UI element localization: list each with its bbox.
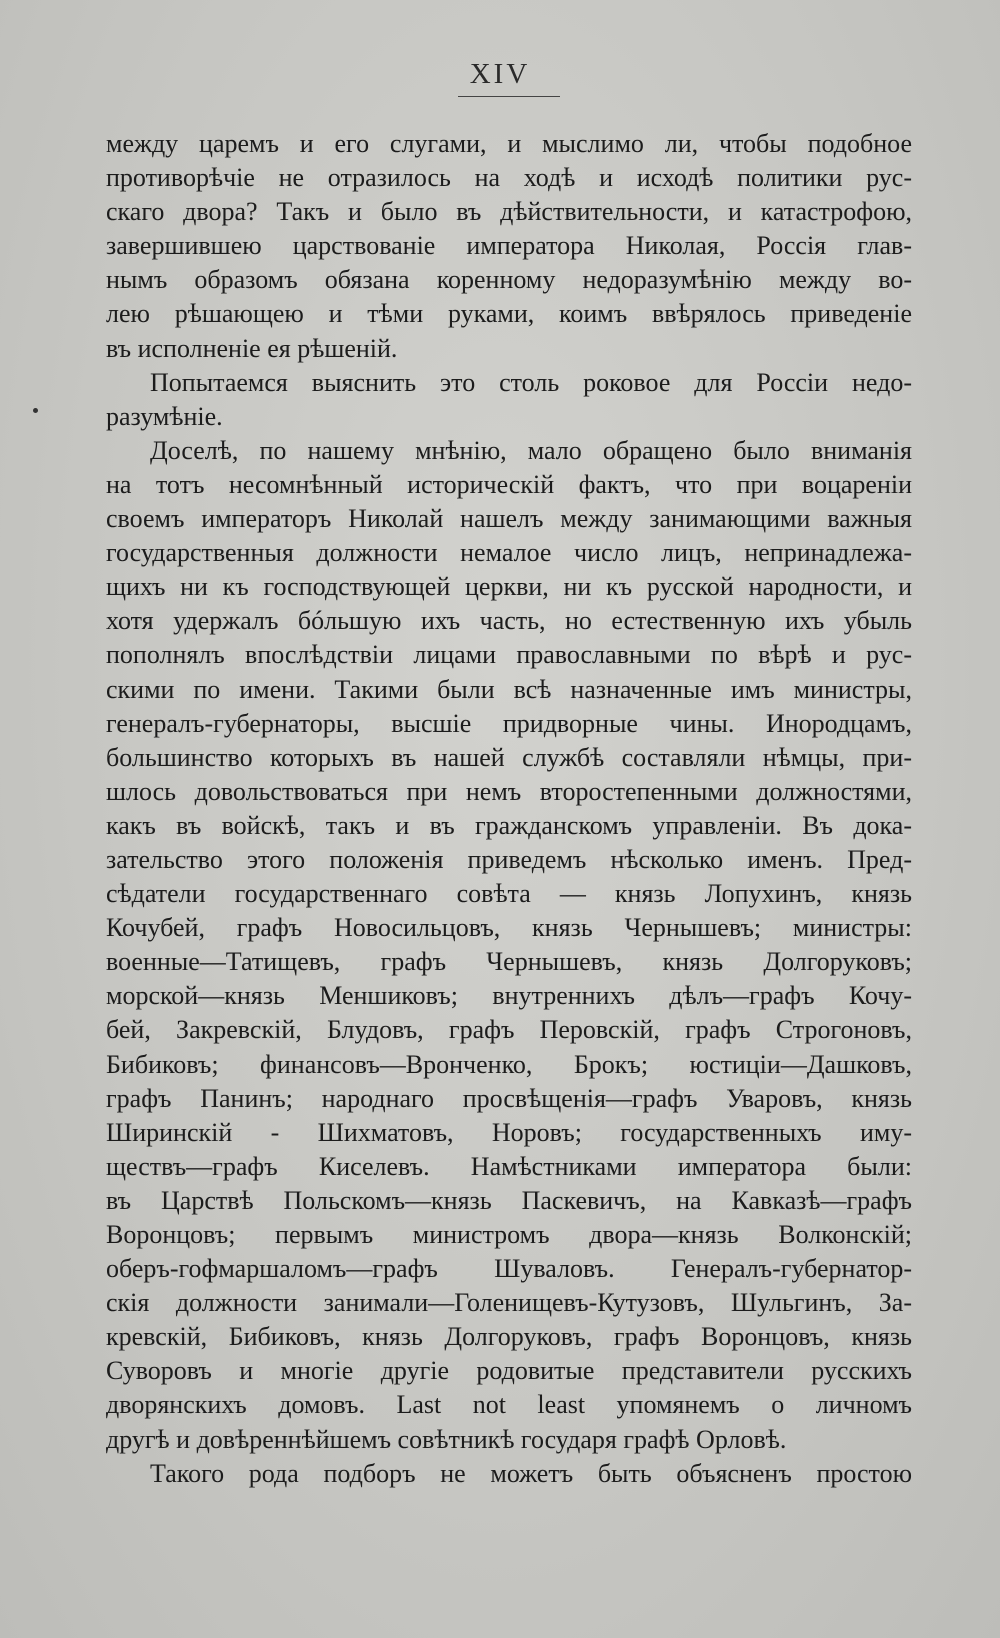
text-line: дворянскихъ домовъ. Last not least упомянемъ о личномъ bbox=[106, 1390, 912, 1420]
text-line: морской—князь Меншиковъ; внутреннихъ дѣлъ—графъ Кочу- bbox=[106, 981, 912, 1011]
body-text bbox=[106, 127, 912, 1491]
text-line: лею рѣшающею и тѣми руками, коимъ ввѣрялось приведенiе bbox=[106, 299, 912, 329]
text-line: ществъ—графъ Киселевъ. Намѣстниками императора были: bbox=[106, 1151, 912, 1181]
header-rule bbox=[458, 96, 560, 97]
text-line: какъ въ войскѣ, такъ и въ гражданскомъ управленiи. Въ дока- bbox=[106, 810, 912, 840]
text-line: скаго двора? Такъ и было въ дѣйствительности, и катастрофою, bbox=[106, 197, 912, 227]
text-line: пополнялъ впослѣдствiи лицами православными по вѣрѣ и рус- bbox=[106, 640, 912, 670]
text-line: бей, Закревскiй, Блудовъ, графъ Перовскiй, графъ Строгоновъ, bbox=[106, 1015, 912, 1045]
text-line: противорѣчiе не отразилось на ходѣ и исходѣ политики рус- bbox=[106, 163, 912, 193]
ink-speck bbox=[33, 408, 38, 413]
text-line: на тотъ несомнѣнный историческiй фактъ, что при воцаренiи bbox=[106, 469, 912, 499]
text-line: Воронцовъ; первымъ министромъ двора—князь Волконскiй; bbox=[106, 1220, 912, 1249]
text-line: Суворовъ и многiе другiе родовитые представители русскихъ bbox=[106, 1356, 912, 1386]
text-line: государственныя должности немалое число лицъ, непринадлежа- bbox=[106, 538, 912, 568]
text-line: щихъ ни къ господствующей церкви, ни къ русской народности, и bbox=[106, 572, 912, 602]
text-line: большинство которыхъ въ нашей службѣ составляли нѣмцы, при- bbox=[106, 742, 912, 772]
text-line: шлось довольствоваться при немъ второстепенными должностями, bbox=[106, 776, 912, 806]
text-line: Ширинскiй - Шихматовъ, Норовъ; государственныхъ иму- bbox=[106, 1117, 912, 1147]
text-line: кревскiй, Бибиковъ, князь Долгоруковъ, графъ Воронцовъ, князь bbox=[106, 1322, 912, 1352]
text-line: между царемъ и его слугами, и мыслимо ли, чтобы подобное bbox=[106, 129, 912, 158]
page-number: XIV bbox=[469, 58, 531, 90]
text-line: графъ Панинъ; народнаго просвѣщенiя—графъ Уваровъ, князь bbox=[106, 1083, 912, 1113]
text-line: въ исполненiе ея рѣшенiй. bbox=[106, 333, 398, 363]
text-line: завершившею царствованiе императора Николая, Россiя глав- bbox=[106, 231, 912, 261]
text-line: своемъ императоръ Николай нашелъ между занимающими важныя bbox=[106, 504, 912, 534]
text-line: Бибиковъ; финансовъ—Вронченко, Брокъ; юстицiи—Дашковъ, bbox=[106, 1049, 912, 1079]
text-line: военные—Татищевъ, графъ Чернышевъ, князь Долгоруковъ; bbox=[106, 947, 912, 977]
text-line: скiя должности занимали—Голенищевъ-Кутузовъ, Шульгинъ, За- bbox=[106, 1288, 912, 1318]
text-line: генералъ-губернаторы, высшiе придворные чины. Инородцамъ, bbox=[106, 708, 912, 738]
text-line: Попытаемся выяснить это столь роковое для Россiи недо- bbox=[150, 367, 912, 397]
text-line: оберъ-гофмаршаломъ—графъ Шуваловъ. Генералъ-губернатор- bbox=[106, 1254, 912, 1284]
text-line: скими по имени. Такими были всѣ назначенные имъ министры, bbox=[106, 674, 912, 704]
text-line: хотя удержалъ бóльшую ихъ часть, но естественную ихъ убыль bbox=[106, 606, 912, 636]
text-line: Кочубей, графъ Новосильцовъ, князь Чернышевъ; министры: bbox=[106, 913, 912, 943]
text-line: Такого рода подборъ не можетъ быть объясненъ простою bbox=[150, 1458, 912, 1488]
text-line: въ Царствѣ Польскомъ—князь Паскевичъ, на Кавказѣ—графъ bbox=[106, 1185, 912, 1215]
text-line: другѣ и довѣреннѣйшемъ совѣтникѣ государя графѣ Орловѣ. bbox=[106, 1424, 787, 1454]
text-line: сѣдатели государственнаго совѣта — князь Лопухинъ, князь bbox=[106, 879, 912, 909]
text-line: разумѣнiе. bbox=[106, 401, 223, 431]
text-line: Доселѣ, по нашему мнѣнiю, мало обращено было вниманiя bbox=[150, 435, 912, 465]
text-line: нымъ образомъ обязана коренному недоразумѣнiю между во- bbox=[106, 265, 912, 295]
text-line: зательство этого положенiя приведемъ нѣсколько именъ. Пред- bbox=[106, 844, 912, 874]
